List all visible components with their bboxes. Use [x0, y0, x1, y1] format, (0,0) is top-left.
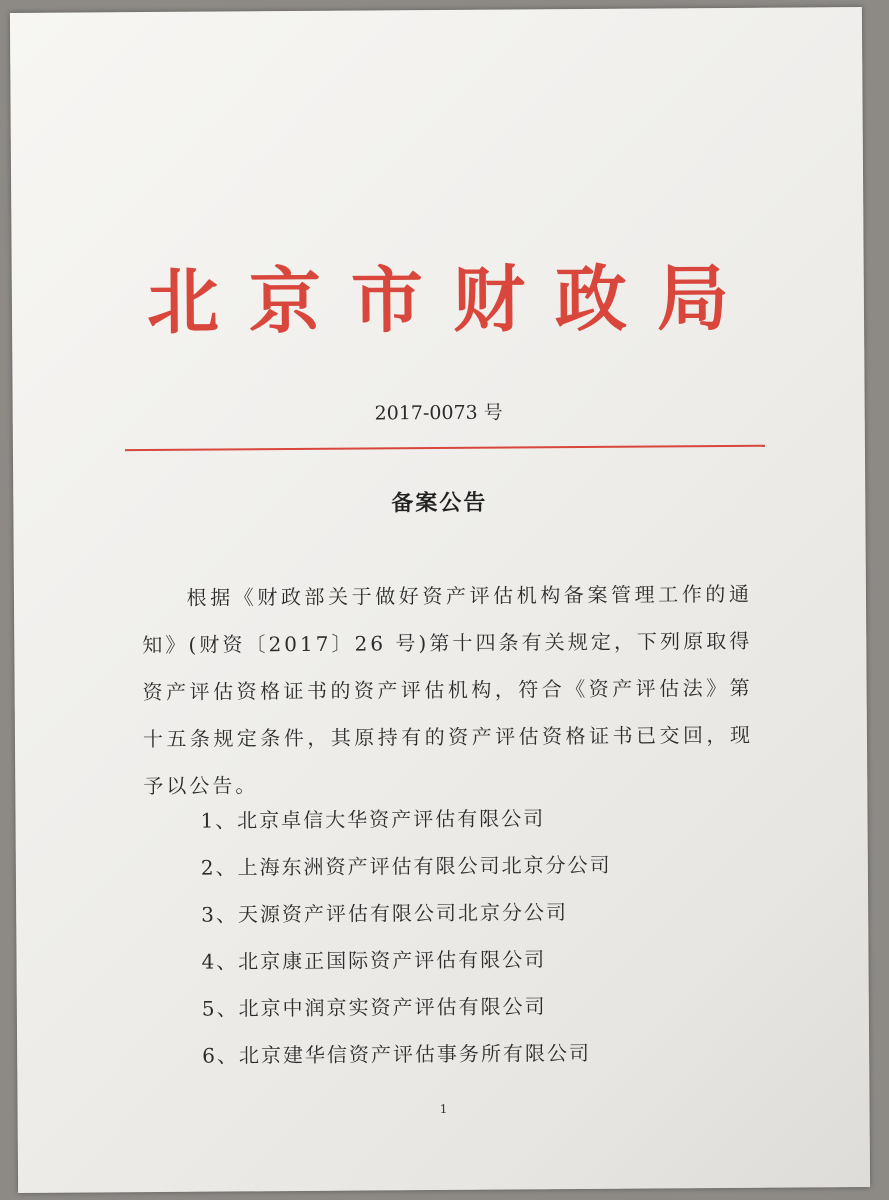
list-item: 3、天源资产评估有限公司北京分公司 [201, 900, 569, 927]
body-paragraph-text: 根据《财政部关于做好资产评估机构备案管理工作的通知》(财资〔2017〕26 号)第十四条有关规定，下列原取得资产评估资格证书的资产评估机构，符合《资产评估法》第十五条规定条件，其原持有的资产评估资格证书已交回，现予以公告。 [142, 581, 754, 799]
red-divider-line [125, 445, 765, 451]
list-item: 1、北京卓信大华资产评估有限公司 [200, 806, 546, 833]
body-paragraph [142, 571, 754, 810]
document-page [10, 7, 870, 1193]
document-title: 备案公告 [391, 490, 488, 517]
document-number: 2017-0073 号 [374, 401, 503, 425]
list-item: 5、北京中润京实资产评估有限公司 [201, 994, 547, 1021]
list-item: 4、北京康正国际资产评估有限公司 [201, 947, 547, 974]
page-number: 1 [439, 1101, 448, 1117]
issuer-header: 北京市财政局 [146, 254, 760, 345]
institution-list [200, 795, 613, 1080]
list-item: 6、北京建华信资产评估事务所有限公司 [202, 1040, 591, 1068]
list-item: 2、上海东洲资产评估有限公司北京分公司 [200, 852, 612, 880]
